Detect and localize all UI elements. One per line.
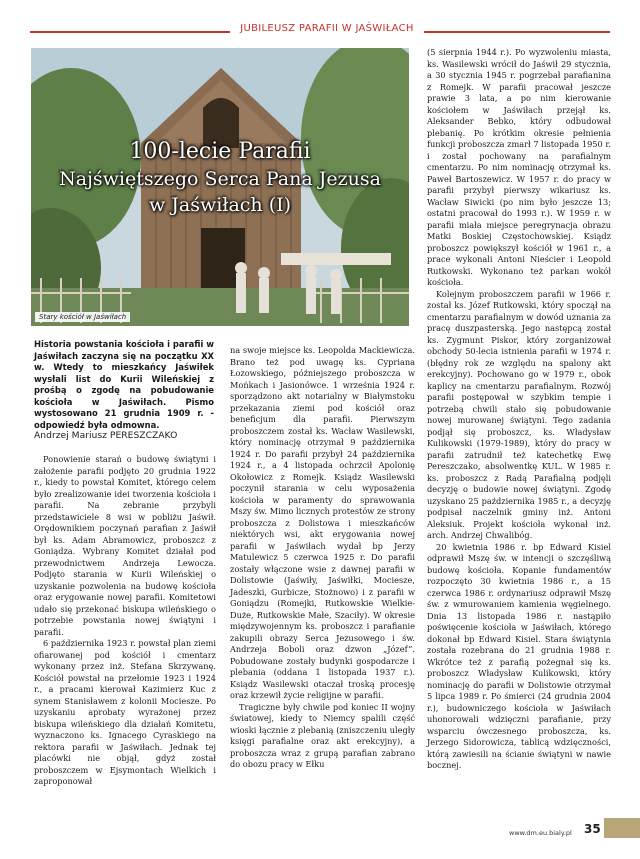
page-number: 35 xyxy=(584,822,601,836)
lead-paragraph: Historia powstania kościoła i parafii w Jaświłach zaczyna się na początku XX w. Wtedy to mieszkańcy Jaświłek wysłali list do Kurii Wileńskiej z prośbą o zgodę na pobudowanie kościoła w Jaświłach. Pismo wystosowano 21 grudnia 1909 r. - odpowiedź była odmowna. xyxy=(34,339,215,430)
article-title-line1: 100-lecie Parafii xyxy=(129,139,311,164)
paragraph: 20 kwietnia 1986 r. bp Edward Kisiel odprawił Mszę św. w intencji o szczęśliwą budowę kościoła. Kopanie fundamentów rozpoczęto 30 kwietnia 1986 r., a 15 czerwca 1986 r. ordynariusz odprawił Mszę św. z wmurowaniem kamienia węgielnego. Dnia 13 listopada 1986 r. nastąpiło poświęcenie kościoła w Jaświłach, którego dokonał bp Edward Kisiel. Stara świątynia została rozebrana do 21 grudnia 1988 r. Wkrótce też z parafią pożegnał się ks. proboszcz Władysław Kulikowski, który nominację do parafii w Dolistowie otrzymał 5 lipca 1989 r. Po śmierci (24 grudnia 2004 r.), budowniczego kościoła w Jaświłach uhonorowali wdzięczni parafianie, przy wsparciu ówczesnego proboszcza, ks. Jerzego Sidorowicza, tablicą wdzięczności, którą zawiesili na ścianie świątyni w nawie bocznej. xyxy=(427,541,611,770)
footer-url: www.dm.eu.bialy.pl xyxy=(509,829,572,837)
paragraph: Tragiczne były chwile pod koniec II wojny światowej, kiedy to Niemcy spalili część wioski łącznie z plebanią (zniszczeniu uległy księgi parafialne oraz akt erekcyjny), a proboszcza wraz z grupą parafian zabrano do obozu pracy w Ełku xyxy=(230,701,415,769)
column-3 xyxy=(427,47,611,772)
photo-title-overlay xyxy=(31,138,409,218)
section-header xyxy=(0,20,640,44)
column-2 xyxy=(230,345,415,771)
header-rule-right xyxy=(424,31,610,33)
article-title-line2: Najświętszego Serca Pana Jezusa xyxy=(59,168,381,190)
author-name: Andrzej Mariusz PERESZCZAKO xyxy=(34,430,178,441)
article-title-line3: w Jaświłach (I) xyxy=(148,194,292,216)
header-rule-left xyxy=(30,31,230,33)
paragraph: na swoje miejsce ks. Leopolda Mackiewicza. Brano też pod uwagę ks. Cypriana Łozowskiego, późniejszego proboszcza w Mońkach i Jasionówce. 1 września 1924 r. sporządzono akt notarialny w Białymstoku przekazania ziemi pod kościół oraz beneficjum dla parafii. Pierwszym proboszczem został ks. Wacław Wasilewski, który nominację otrzymał 9 października 1924 r. Do parafii przybył 24 października 1924 r., a 4 listopada ochrzcił Apolonię Okołowicz z Romejk. Ksiądz Wasilewski poczynił starania w celu wyposażenia kościoła w paramenty do sprawowania Mszy św. Mimo licznych protestów ze strony proboszcza z Dolistowa i mieszkańców niektórych wsi, akt erygowania nowej parafii w Jaświłach wydał bp Jerzy Matulewicz 5 czerwca 1925 r. Do parafii zostały włączone wsie z dawnej parafii w Dolistowie (Jaświły, Jaświłki, Mociesze, Jadeszki, Gurbicze, Stożnowo) i z parafii w Goniądzu (Romejki, Rutkowskie Wielkie-Duże, Rutkowskie Małe, Szaciły). W okresie międzywojennym ks. proboszcz i parafianie zakupili obrazy Serca Jezusowego i św. Andrzeja Boboli oraz dzwon „Józef”. Pobudowane zostały budynki gospodarcze i plebania (oddana 1 listopada 1937 r.). Ksiądz Wasilewski otaczał troską procesję oraz krzewił życie religijne w parafii. xyxy=(230,345,415,700)
church-photo xyxy=(31,48,409,326)
section-title: JUBILEUSZ PARAFII W JAŚWIŁACH xyxy=(240,23,414,34)
corner-tab xyxy=(604,818,640,838)
photo-caption: Stary kościół w Jaświłach xyxy=(35,312,130,322)
paragraph: 6 października 1923 r. powstał plan ziemi ofiarowanej pod kościół i cmentarz wykonany przez inż. Stefana Skrzywanę. Kościół powstał na przełomie 1923 i 1924 r., a pracami kierował Kazimierz Kuc z synem Stanisławem z kolonii Mociesze. Po uzyskaniu aprobaty wyrażonej przez biskupa wileńskiego dla działań Komitetu, wyznaczono ks. Ignacego Cyraskiego na rektora parafii w Jaświłach. Jednak tej placówki nie objął, gdyż został proboszczem w Ejsymontach Wielkich i zaproponował xyxy=(34,638,216,786)
paragraph: Ponowienie starań o budowę świątyni i założenie parafii podjęto 20 grudnia 1922 r., kiedy to powstał Komitet, którego celem było zrealizowanie idei tworzenia kościoła i parafii. Na zebranie przybyli przedstawiciele 8 wsi w pobliżu Jaświł. Orędownikiem poczynań parafian z Jaświł był ks. Adam Abramowicz, proboszcz z Goniądza. Wybrany Komitet działał pod przewodnictwem Andrzeja Lewocza. Podjęto starania w Kurii Wileńskiej o uzyskanie pozwolenia na budowę kościoła oraz erygowanie nowej parafii. Komitetowi udało się przekonać biskupa wileńskiego o potrzebie powstania nowej świątyni i parafii. xyxy=(34,454,216,637)
paragraph: Kolejnym proboszczem parafii w 1966 r. został ks. Józef Rutkowski, który spoczął na cmentarzu parafialnym w dowód uznania za pracę duszpasterską. Jego następcą został ks. Zygmunt Piskor, który zorganizował obchody 50-lecia istnienia parafii w 1974 r. (błędny rok ze względu na spalony akt erekcyjny). Pochowano go w 1979 r., obok kaplicy na cmentarzu parafialnym. Rozwój parafii postępował w szybkim tempie i potrzebą chwili stało się pobudowanie nowej murowanej świątyni. Tego zadania podjął się proboszcz, ks. Władysław Kulikowski (1979-1989), który do pracy w parafii zatrudnił też katechetkę Ewę Pereszczako, absolwentkę KUL. W 1985 r. ks. proboszcz z Radą Parafialną podjęli decyzję o budowie nowej świątyni. Zgodę uzyskano 25 października 1985 r., a decyzję podpisał naczelnik gminy inż. Antoni Aleksiuk. Projekt kościoła wykonał inż. arch. Andrzej Chwalibóg. xyxy=(427,288,611,540)
column-1 xyxy=(34,454,216,788)
paragraph: (5 sierpnia 1944 r.). Po wyzwoleniu miasta, ks. Wasilewski wrócił do Jaświł 29 stycznia, a 30 stycznia 1945 r. pogrzebał parafianina z Romejk. W parafii pracował jeszcze prawie 3 lata, a po nim kierowanie kościołem w Jaświłach przejął ks. Aleksander Bebko, który odbudował plebanię. Po krótkim okresie pełnienia funkcji proboszcza zmarł 7 listopada 1950 r. i został pochowany na parafialnym cmentarzu. Po nim nominację otrzymał ks. Paweł Bartoszewicz. W 1957 r. do pracy w parafii przybył pierwszy wikariusz ks. Wacław Siwicki (po nim było jeszcze 13; ostatni pracował do 1993 r.). W 1959 r. w parafii miała miejsce peregrynacja obrazu Matki Boskiej Częstochowskiej. Ksiądz proboszcz powiększył kościół w 1961 r., a prace wykonali Antoni Nieścier i Leopold Rutkowski. Wykonano też parkan wokół kościoła. xyxy=(427,47,611,287)
